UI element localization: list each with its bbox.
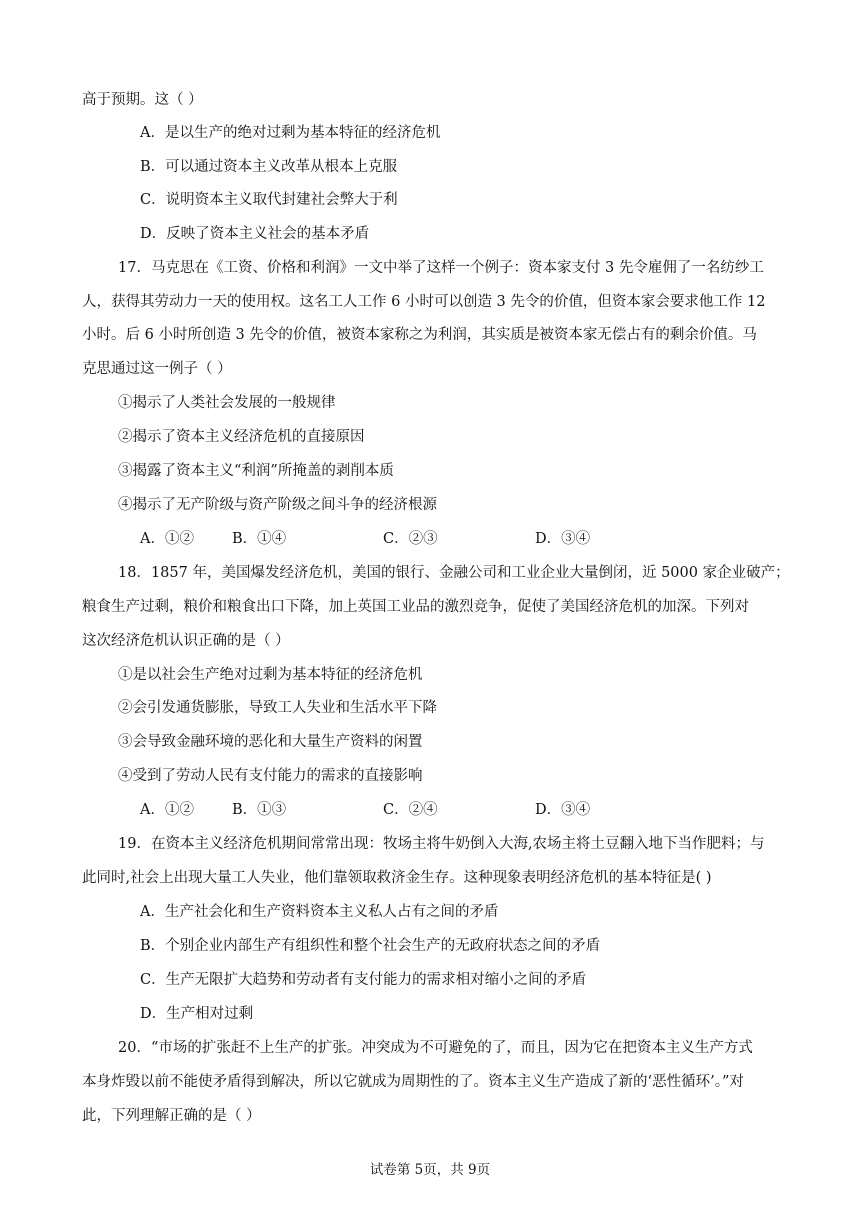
q18-statement-3: ③会导致金融环境的恶化和大量生产资料的闲置	[118, 734, 423, 750]
q18-choice-b: B．①③	[232, 802, 287, 818]
q16-option-a: A．是以生产的绝对过剩为基本特征的经济危机	[140, 125, 441, 141]
q17-choice-a: A．①②	[140, 531, 194, 547]
q20-stem-line-1: 20．“市场的扩张赶不上生产的扩张。冲突成为不可避免的了，而且，因为它在把资本主义生产方式	[118, 1040, 753, 1056]
q18-statement-2: ②会引发通货膨胀，导致工人失业和生活水平下降	[118, 700, 437, 716]
q17-choice-d: D．③④	[535, 531, 591, 547]
q17-statement-3: ③揭露了资本主义“利润”所掩盖的剥削本质	[118, 463, 394, 479]
q17-statement-1: ①揭示了人类社会发展的一般规律	[118, 395, 336, 411]
q18-stem-line-2: 粮食生产过剩，粮价和粮食出口下降，加上英国工业品的激烈竞争，促使了美国经济危机的加深。下列对	[82, 599, 749, 615]
q18-statement-1: ①是以社会生产绝对过剩为基本特征的经济危机	[118, 667, 423, 683]
q17-statement-2: ②揭示了资本主义经济危机的直接原因	[118, 429, 365, 445]
q20-stem-line-2: 本身炸毁以前不能使矛盾得到解决，所以它就成为周期性的了。资本主义生产造成了新的‘恶性循环’。”对	[82, 1074, 744, 1090]
q18-stem-line-1: 18．1857 年，美国爆发经济危机，美国的银行、金融公司和工业企业大量倒闭，近 5000 家企业破产；	[118, 565, 790, 581]
q19-stem-line-2: 此同时,社会上出现大量工人失业，他们靠领取救济金生存。这种现象表明经济危机的基本特征是( )	[82, 870, 712, 886]
q16-option-c: C．说明资本主义取代封建社会弊大于利	[140, 192, 398, 208]
q17-statement-4: ④揭示了无产阶级与资产阶级之间斗争的经济根源	[118, 497, 437, 513]
page-footer: 试卷第 5页，共 9页	[369, 1162, 491, 1178]
q17-stem-line-4: 克思通过这一例子（ ）	[82, 361, 232, 377]
q17-stem-line-1: 17．马克思在《工资、价格和利润》一文中举了这样一个例子：资本家支付 3 先令雇佣了一名纺纱工	[118, 260, 764, 276]
q18-statement-4: ④受到了劳动人民有支付能力的需求的直接影响	[118, 768, 423, 784]
q19-option-b: B．个别企业内部生产有组织性和整个社会生产的无政府状态之间的矛盾	[140, 938, 601, 954]
q17-choice-b: B．①④	[232, 531, 287, 547]
q18-stem-line-3: 这次经济危机认识正确的是（ ）	[82, 633, 290, 649]
q19-option-c: C．生产无限扩大趋势和劳动者有支付能力的需求相对缩小之间的矛盾	[140, 972, 587, 988]
q17-stem-line-3: 小时。后 6 小时所创造 3 先令的价值，被资本家称之为利润，其实质是被资本家无偿占有的剩余价值。马	[82, 327, 757, 343]
q18-choice-a: A．①②	[140, 802, 194, 818]
q19-option-d: D．生产相对过剩	[140, 1006, 254, 1022]
q17-choice-c: C．②③	[383, 531, 438, 547]
q17-stem-line-2: 人，获得其劳动力一天的使用权。这名工人工作 6 小时可以创造 3 先令的价值，但资本家会要求他工作 12	[82, 294, 766, 310]
q16-stem-tail: 高于预期。这（ ）	[82, 92, 203, 108]
q16-option-b: B．可以通过资本主义改革从根本上克服	[140, 159, 398, 175]
q19-option-a: A．生产社会化和生产资料资本主义私人占有之间的矛盾	[140, 904, 499, 920]
q18-choice-d: D．③④	[535, 802, 591, 818]
q20-stem-line-3: 此，下列理解正确的是（ ）	[82, 1108, 261, 1124]
q18-choice-c: C．②④	[383, 802, 438, 818]
q19-stem-line-1: 19．在资本主义经济危机期间常常出现：牧场主将牛奶倒入大海,农场主将土豆翻入地下当作肥料；与	[118, 836, 765, 852]
q16-option-d: D．反映了资本主义社会的基本矛盾	[140, 226, 370, 242]
